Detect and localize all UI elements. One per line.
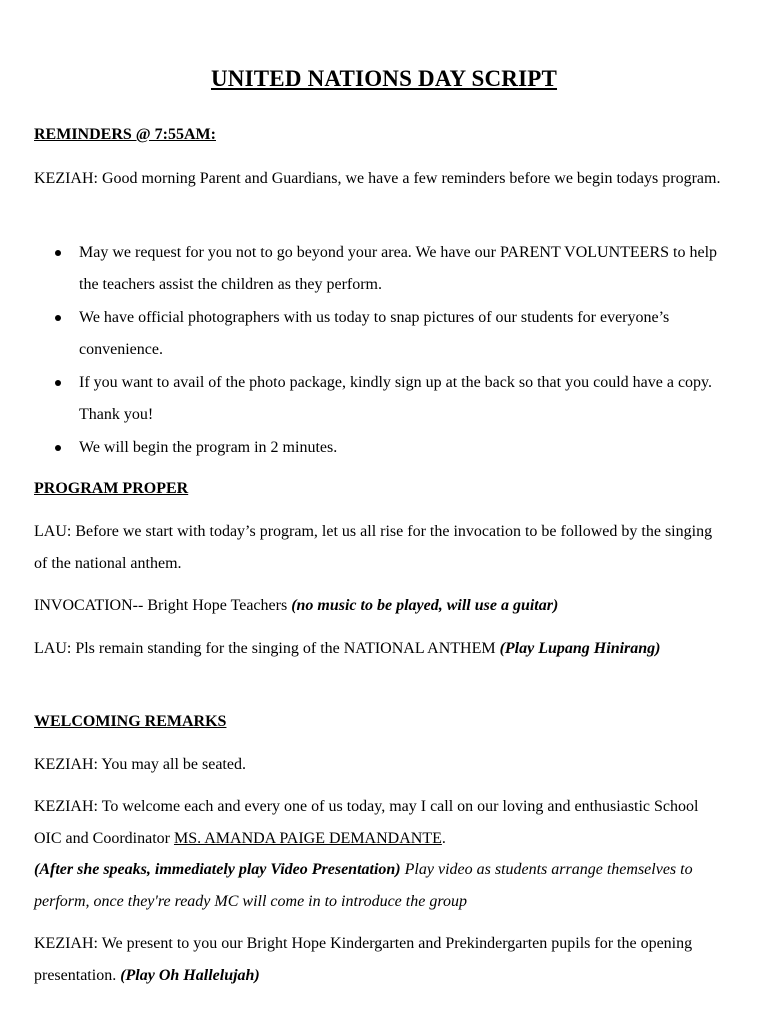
bullet-icon: [55, 380, 61, 386]
welcome-call-line: [34, 791, 724, 855]
opening-presentation-line: [34, 928, 724, 992]
list-item: [34, 302, 724, 366]
welcome-call-end: .: [441, 830, 446, 847]
video-instructions: Play video as students arrange themselves to perform, once they're ready MC will come in to introduce the group: [34, 861, 693, 910]
bullet-icon: [55, 250, 61, 256]
reminders-intro: KEZIAH: Good morning Parent and Guardians, we have a few reminders before we begin todays program.: [34, 170, 721, 187]
opening-note: (Play Oh Hallelujah): [120, 967, 260, 984]
bullet-icon: [55, 445, 61, 451]
keziah-seated-line: KEZIAH: You may all be seated.: [34, 756, 246, 773]
list-item: [34, 432, 724, 464]
reminders-heading: REMINDERS @ 7:55AM:: [34, 126, 216, 143]
welcoming-remarks-heading: WELCOMING REMARKS: [34, 713, 227, 730]
invocation-text: INVOCATION-- Bright Hope Teachers: [34, 597, 292, 614]
list-item: [34, 237, 724, 301]
reminder-text: We have official photographers with us today to snap pictures of our students for everyone’s convenience.: [79, 309, 670, 358]
lau-invocation-line: LAU: Before we start with today’s program, let us all rise for the invocation to be followed by the singing of the national anthem.: [34, 523, 713, 572]
bullet-icon: [55, 315, 61, 321]
welcome-call-text: KEZIAH: To welcome each and every one of us today, may I call on our loving and enthusiastic School OIC and Coordinator: [34, 798, 699, 847]
anthem-line: [34, 633, 724, 665]
reminder-text: If you want to avail of the photo package, kindly sign up at the back so that you could have a copy. Thank you!: [79, 374, 713, 423]
invocation-note: (no music to be played, will use a guitar): [291, 597, 559, 614]
video-presentation-line: [34, 854, 724, 918]
program-proper-heading: PROGRAM PROPER: [34, 480, 189, 497]
anthem-text: LAU: Pls remain standing for the singing of the NATIONAL ANTHEM: [34, 640, 500, 657]
speaker-name: MS. AMANDA PAIGE DEMANDANTE: [173, 830, 442, 847]
invocation-line: [34, 590, 724, 622]
list-item: [34, 367, 724, 431]
video-note: (After she speaks, immediately play Video Presentation): [34, 861, 401, 878]
reminder-text: We will begin the program in 2 minutes.: [79, 439, 338, 456]
document-title: UNITED NATIONS DAY SCRIPT: [210, 66, 558, 91]
reminders-list: [34, 237, 724, 465]
opening-text: KEZIAH: We present to you our Bright Hope Kindergarten and Prekindergarten pupils for the opening presentation.: [34, 935, 693, 984]
anthem-note: (Play Lupang Hinirang): [499, 640, 661, 657]
reminder-text: May we request for you not to go beyond your area. We have our PARENT VOLUNTEERS to help the teachers assist the children as they perform.: [79, 244, 718, 293]
